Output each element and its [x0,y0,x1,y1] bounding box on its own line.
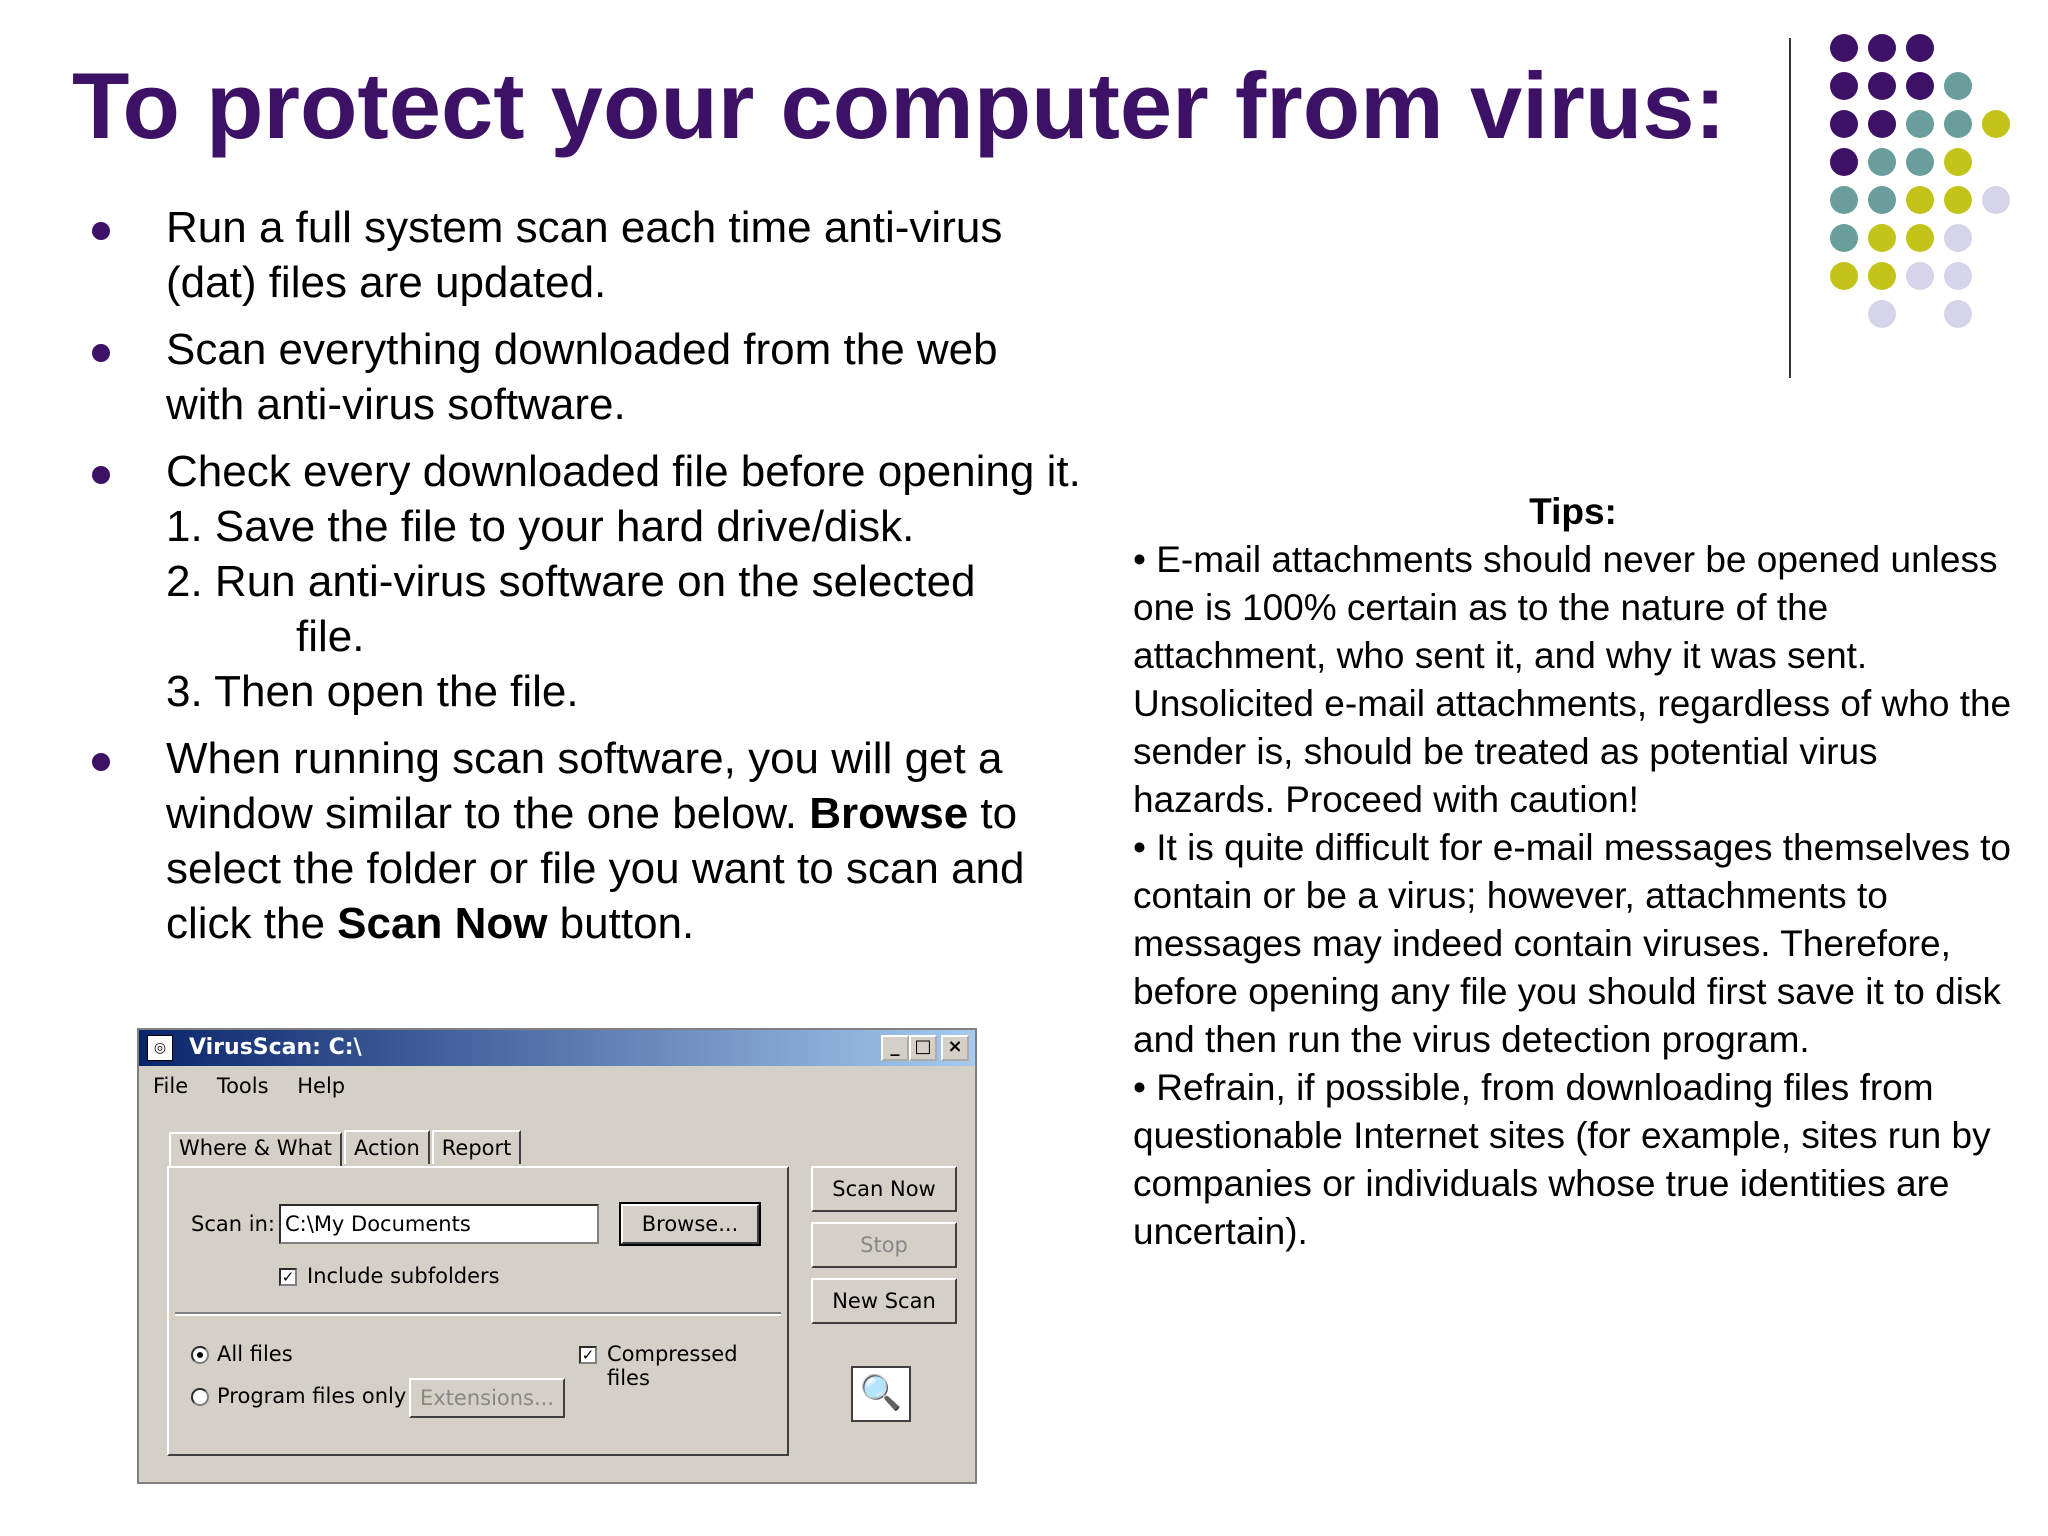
scan-now-button[interactable]: Scan Now [811,1166,957,1212]
window-title: VirusScan: C:\ [189,1035,362,1060]
tip-paragraph: • E-mail attachments should never be opened unless one is 100% certain as to the nature of the attachment, who sent it, and why it was sent. [1133,539,1998,676]
tip-paragraph: • It is quite difficult for e-mail messages themselves to contain or be a virus; however, attachments to messages may indeed contain viruses. Therefore, before opening any file you should first save it to disk and then run the virus detection program. [1133,827,2012,1060]
panel-separator [175,1312,781,1316]
stop-button[interactable]: Stop [811,1222,957,1268]
tab-where-what[interactable]: Where & What [169,1132,342,1168]
step-2-continued: file. [296,612,365,661]
bullet-item [86,200,1086,310]
bullet-text-part: button. [547,899,695,948]
tab-strip [169,1130,523,1168]
decorative-dot [1944,262,1972,290]
tips-box [1133,488,2013,1256]
compressed-files-checkbox[interactable]: ✓ [579,1346,597,1364]
close-icon[interactable]: × [941,1035,969,1061]
decorative-dot [1944,224,1972,252]
tab-action[interactable]: Action [344,1130,430,1164]
menu-bar [153,1074,367,1098]
menu-help[interactable]: Help [297,1074,346,1098]
bold-scan-now: Scan Now [337,899,548,948]
step-1: 1. Save the file to your hard drive/disk. [166,502,915,551]
menu-file[interactable]: File [153,1074,189,1098]
divider-line [1789,38,1791,378]
step-2: 2. Run anti-virus software on the selected [166,557,976,606]
tip-paragraph: Unsolicited e-mail attachments, regardless of who the sender is, should be treated as potential virus hazards. Proceed with caution! [1133,683,2012,820]
bullet-text: Scan everything downloaded from the web with anti-virus software. [166,325,998,429]
decorative-dot [1830,186,1858,214]
bullet-text-part: When running scan software, you will get a window similar to the one below. [166,734,1003,838]
decorative-dot [1944,72,1972,100]
decorative-dot [1868,72,1896,100]
browse-button[interactable]: Browse... [621,1204,759,1244]
menu-tools[interactable]: Tools [216,1074,269,1098]
include-subfolders-checkbox[interactable]: ✓ [279,1268,297,1286]
step-3: 3. Then open the file. [166,667,579,716]
extensions-button[interactable]: Extensions... [409,1378,565,1418]
decorative-dot [1868,186,1896,214]
program-files-radio[interactable] [191,1388,209,1406]
bullet-icon [92,344,110,362]
bullet-icon [92,222,110,240]
virusscan-app-icon: ◎ [147,1035,173,1061]
all-files-label: All files [217,1342,293,1366]
where-what-panel [167,1166,789,1456]
minimize-icon[interactable]: _ [881,1035,909,1061]
decorative-dot [1868,148,1896,176]
bullet-text-part: to select the folder or file you want to scan and click the [166,789,1025,948]
decorative-dot [1830,148,1858,176]
decorative-dot [1868,224,1896,252]
include-subfolders-label: Include subfolders [307,1264,500,1288]
magnifier-icon: 🔍 [851,1366,911,1422]
tab-report[interactable]: Report [432,1130,522,1164]
decorative-dot [1906,186,1934,214]
bullet-text: Check every downloaded file before opening it. [166,447,1081,496]
bold-browse: Browse [809,789,969,838]
decorative-dot [1944,186,1972,214]
decorative-dot [1944,110,1972,138]
all-files-radio[interactable] [191,1346,209,1364]
bullet-icon [92,753,110,771]
decorative-dot [1906,148,1934,176]
new-scan-button[interactable]: New Scan [811,1278,957,1324]
program-files-label: Program files only [217,1384,407,1408]
virusscan-window [137,1028,977,1484]
bullet-icon [92,466,110,484]
decorative-dot [1906,224,1934,252]
decorative-dot [1830,224,1858,252]
decorative-dot [1868,262,1896,290]
decorative-dot [1830,262,1858,290]
scan-in-input[interactable]: C:\My Documents [279,1204,599,1244]
decorative-dot [1830,34,1858,62]
decorative-dot [1830,110,1858,138]
tip-paragraph: • Refrain, if possible, from downloading files from questionable Internet sites (for example, sites run by companies or individuals whose true identities are uncertain). [1133,1067,1991,1252]
main-content [86,200,1086,951]
decorative-dot [1982,110,2010,138]
decorative-dot [1944,300,1972,328]
decorative-dot [1944,148,1972,176]
decorative-dot [1906,262,1934,290]
bullet-text: Run a full system scan each time anti-virus (dat) files are updated. [166,203,1003,307]
decorative-dot [1868,34,1896,62]
decorative-dot [1868,110,1896,138]
bullet-item [86,444,1086,499]
decorative-dot [1830,72,1858,100]
bullet-item [86,731,1086,951]
decorative-dot [1906,72,1934,100]
scan-in-label: Scan in: [191,1212,275,1236]
compressed-files-label: Compressed files [607,1342,738,1390]
slide-title: To protect your computer from virus: [72,53,1726,158]
tips-heading: Tips: [1529,491,1617,532]
decorative-dot [1906,34,1934,62]
window-titlebar [139,1030,975,1066]
bullet-item [86,322,1086,432]
decorative-dot [1906,110,1934,138]
decorative-dot [1982,186,2010,214]
maximize-icon[interactable]: □ [909,1035,937,1061]
decorative-dot [1868,300,1896,328]
